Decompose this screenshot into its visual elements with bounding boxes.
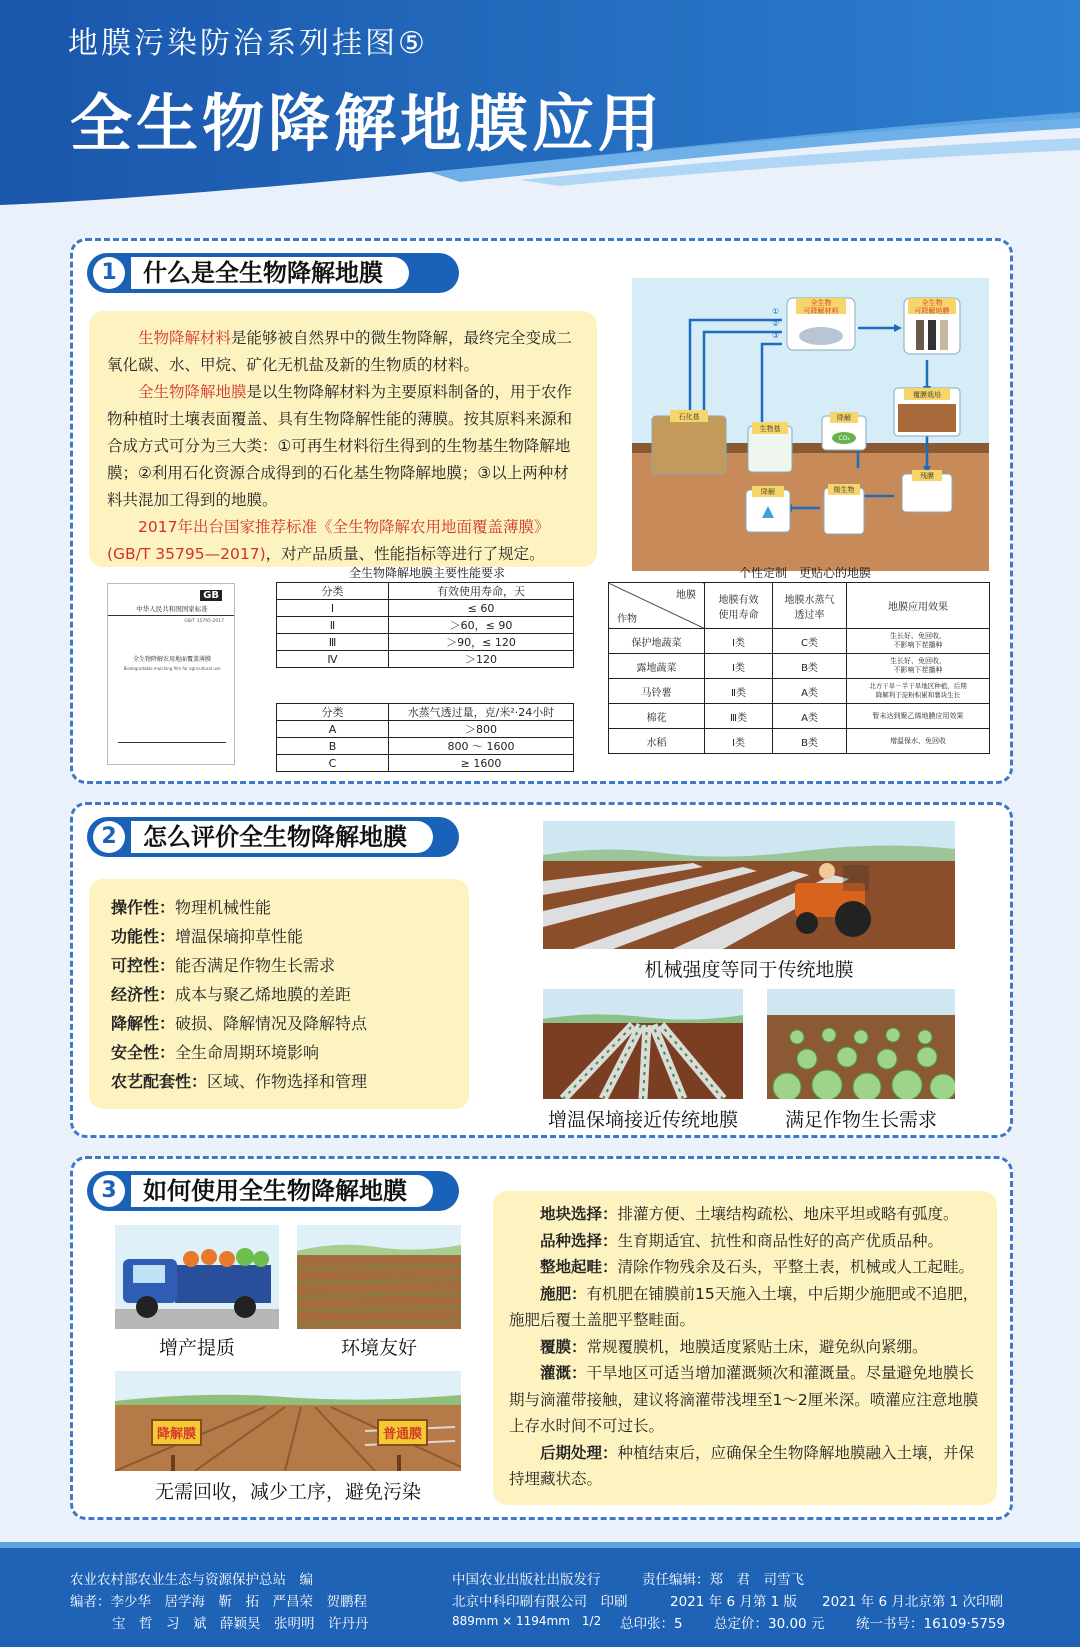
section-title: 什么是全生物降解地膜 bbox=[131, 257, 409, 289]
custom-film-caption: 个性定制 更贴心的地膜 bbox=[739, 566, 872, 580]
table-header: 地膜应用效果 bbox=[847, 583, 990, 629]
diagram-label-bio-material-1: 全生物 bbox=[810, 299, 832, 307]
table-row: 保护地蔬菜 Ⅰ类 C类 生长好、免回收， 不影响下茬播种 bbox=[609, 629, 990, 654]
cabbage-field-illustration bbox=[767, 989, 955, 1099]
series-title: 地膜污染防治系列挂图⑤ bbox=[68, 26, 428, 61]
table-header: 地膜水蒸气 透过率 bbox=[773, 583, 847, 629]
criterion-item: 经济性：成本与聚乙烯地膜的差距 bbox=[111, 985, 352, 1004]
svg-text:覆膜栽培: 覆膜栽培 bbox=[913, 391, 941, 399]
film-rows-illustration bbox=[543, 989, 743, 1099]
table-row: Ⅳ ＞120 bbox=[277, 651, 574, 668]
criterion-item: 功能性：增温保墒抑草性能 bbox=[111, 927, 304, 946]
diagram-label-bio-film-1: 全生物 bbox=[921, 299, 943, 307]
footer-editor-org: 农业农村部农业生态与资源保护总站 编 bbox=[70, 1572, 313, 1588]
criterion-item: 降解性：破损、降解情况及降解特点 bbox=[111, 1014, 368, 1033]
table-header: 分类 bbox=[277, 583, 389, 600]
caption-no-recovery: 无需回收，减少工序，避免污染 bbox=[154, 1481, 421, 1503]
poster-header bbox=[0, 0, 1080, 215]
usage-item: 后期处理：种植结束后，应确保全生物降解地膜融入土壤，并保持埋藏状态。 bbox=[509, 1443, 975, 1488]
table-header: 地膜有效 使用寿命 bbox=[705, 583, 773, 629]
svg-text:CO₂: CO₂ bbox=[838, 435, 850, 442]
table-row: 棉花 Ⅲ类 A类 暂未达到聚乙烯地膜应用效果 bbox=[609, 704, 990, 729]
footer-responsible-editor: 责任编辑：郑 君 司雪飞 bbox=[642, 1572, 804, 1588]
section-1-heading bbox=[87, 253, 459, 293]
standard-org: 中华人民共和国国家标准 bbox=[136, 605, 208, 613]
usage-guidelines-note bbox=[493, 1191, 997, 1505]
criterion-item: 安全性：全生命周期环境影响 bbox=[111, 1043, 320, 1062]
footer-printer: 北京中科印刷有限公司 印刷 bbox=[452, 1594, 628, 1610]
svg-text:石化基: 石化基 bbox=[678, 413, 700, 421]
evaluation-criteria-note bbox=[89, 879, 469, 1109]
usage-item: 品种选择：生育期适宜、抗性和商品性好的高产优质品种。 bbox=[540, 1231, 944, 1250]
table-row: Ⅰ ≤ 60 bbox=[277, 600, 574, 617]
standard-name: 全生物降解农用地面覆盖薄膜 bbox=[132, 656, 211, 663]
table-row: Ⅱ ＞60，≤ 90 bbox=[277, 617, 574, 634]
footer-sheets: 总印张：5 bbox=[620, 1616, 683, 1632]
svg-text:残膜: 残膜 bbox=[920, 472, 934, 480]
footer-price: 总定价：30.00 元 bbox=[714, 1616, 825, 1632]
svg-text:③: ③ bbox=[772, 331, 780, 340]
table-performance-caption: 全生物降解地膜主要性能要求 bbox=[349, 566, 506, 580]
section-2-heading bbox=[87, 817, 459, 857]
criterion-item: 可控性：能否满足作物生长需求 bbox=[111, 956, 336, 975]
corner-film-label: 地膜 bbox=[676, 590, 696, 601]
national-standard-document bbox=[107, 583, 235, 765]
table-header: 水蒸气透过量，克/米²·24小时 bbox=[389, 704, 574, 721]
section-title: 如何使用全生物降解地膜 bbox=[131, 1175, 433, 1207]
usage-item: 整地起畦：清除作物残余及石头，平整土表，机械或人工起畦。 bbox=[540, 1258, 975, 1276]
table-row: C ≥ 1600 bbox=[277, 755, 574, 772]
table-header: 有效使用寿命，天 bbox=[389, 583, 574, 600]
standard-english-name: Biodegradable mulching film for agricultural use bbox=[123, 666, 221, 671]
table-header: 分类 bbox=[277, 704, 389, 721]
sign-ordinary-film: 普通膜 bbox=[377, 1419, 428, 1446]
section-title: 怎么评价全生物降解地膜 bbox=[131, 821, 433, 853]
poster-title: 全生物降解地膜应用 bbox=[70, 87, 665, 160]
lifespan-table bbox=[276, 582, 574, 668]
green-field-illustration bbox=[297, 1225, 461, 1329]
crop-film-table bbox=[608, 582, 990, 754]
term-biodegradable-material: 生物降解材料 bbox=[138, 329, 232, 347]
section-3-heading bbox=[87, 1171, 459, 1211]
usage-item: 灌溉：干旱地区可适当增加灌溉频次和灌溉量。尽量避免地膜长期与滴灌带接触，建议将滴灌带浅埋至1～2厘米深。喷灌应注意地膜上存水时间不可过长。 bbox=[509, 1364, 979, 1435]
footer-editors: 编者：李少华 居学海 靳 拓 严昌荣 贺鹏程 bbox=[70, 1594, 367, 1610]
standard-code: GB/T 35795-2017 bbox=[184, 619, 224, 624]
definition-paragraph-1 bbox=[107, 325, 579, 379]
criterion-item: 农艺配套性：区域、作物选择和管理 bbox=[111, 1072, 368, 1091]
gb-logo: GB bbox=[200, 590, 222, 601]
publication-footer bbox=[0, 1542, 1080, 1647]
definition-text-1: 是能够被自然界中的微生物降解，最终完全变成二氧化碳、水、甲烷、矿化无机盐及新的生物质的材料。 bbox=[107, 329, 573, 374]
caption-mechanical-strength: 机械强度等同于传统地膜 bbox=[644, 959, 854, 981]
definition-note bbox=[89, 311, 597, 567]
section-how-to-evaluate bbox=[70, 802, 1013, 1138]
section-number: 1 bbox=[93, 257, 125, 289]
definition-paragraph-3 bbox=[107, 514, 579, 568]
definition-text-3: ，对产品质量、性能指标等进行了规定。 bbox=[265, 545, 545, 563]
sign-degradable-film: 降解膜 bbox=[151, 1419, 202, 1446]
vapor-table bbox=[276, 703, 574, 772]
table-row: 马铃薯 Ⅱ类 A类 北方干旱－半干旱地区种植，后期 降解利于淀粉积累和薯块生长 bbox=[609, 679, 990, 704]
svg-text:生物基: 生物基 bbox=[759, 425, 781, 433]
table-row: 露地蔬菜 Ⅰ类 B类 生长好、免回收， 不影响下茬播种 bbox=[609, 654, 990, 679]
usage-item: 地块选择：排灌方便、土壤结构疏松、地床平坦或略有弧度。 bbox=[540, 1205, 959, 1223]
definition-paragraph-2 bbox=[107, 379, 579, 514]
film-comparison-illustration bbox=[115, 1371, 461, 1471]
footer-format: 889mm × 1194mm 1/2 bbox=[452, 1614, 602, 1628]
degradation-cycle-diagram bbox=[632, 278, 989, 571]
section-number: 2 bbox=[93, 821, 125, 853]
diagram-label-bio-material-2: 可降解材料 bbox=[803, 307, 839, 315]
svg-text:②: ② bbox=[772, 319, 780, 328]
table-row: B 800 ～ 1600 bbox=[277, 738, 574, 755]
usage-item: 覆膜：常规覆膜机，地膜适度紧贴土床，避免纵向紧绷。 bbox=[540, 1337, 928, 1356]
footer-book-number: 统一书号：16109·5759 bbox=[856, 1616, 1006, 1632]
truck-illustration bbox=[115, 1225, 279, 1329]
svg-text:微生物: 微生物 bbox=[833, 486, 855, 494]
table-row: A ＞800 bbox=[277, 721, 574, 738]
caption-crop-needs: 满足作物生长需求 bbox=[784, 1109, 937, 1131]
definition-text-2: 是以生物降解材料为主要原料制备的，用于农作物种植时土壤表面覆盖、具有生物降解性能的薄膜。按其原料来源和合成方式可分为三大类：①可再生材料衍生得到的生物基生物降解地膜；②利用石化资源合成得到的石化基生物降解地膜；③以上两种材料共混加工得到的地膜。 bbox=[107, 383, 573, 509]
svg-text:降解: 降解 bbox=[761, 488, 775, 496]
section-what-is bbox=[70, 238, 1013, 784]
cycle-illustration bbox=[632, 278, 989, 571]
footer-edition: 2021 年 6 月第 1 版 bbox=[670, 1594, 797, 1610]
footer-editors-cont: 宝 哲 习 斌 薛颖昊 张明明 许丹丹 bbox=[112, 1616, 369, 1632]
term-biodegradable-film: 全生物降解地膜 bbox=[138, 383, 247, 401]
tractor-laying-film-illustration bbox=[543, 821, 955, 949]
section-how-to-use bbox=[70, 1156, 1013, 1520]
table-row: Ⅲ ＞90，≤ 120 bbox=[277, 634, 574, 651]
footer-publisher: 中国农业出版社出版发行 bbox=[452, 1572, 601, 1588]
svg-text:降解: 降解 bbox=[837, 414, 851, 422]
table-row: 水稻 Ⅰ类 B类 增温保水、免回收 bbox=[609, 729, 990, 754]
svg-text:①: ① bbox=[772, 307, 780, 316]
caption-eco-friendly: 环境友好 bbox=[340, 1337, 417, 1359]
standard-reference: 2017年出台国家推荐标准《全生物降解农用地面覆盖薄膜》(GB/T 35795—2017) bbox=[107, 518, 550, 563]
footer-printing: 2021 年 6 月北京第 1 次印刷 bbox=[822, 1594, 1003, 1610]
criterion-item: 操作性：物理机械性能 bbox=[111, 898, 272, 917]
caption-yield-quality: 增产提质 bbox=[158, 1337, 235, 1359]
usage-item: 施肥：有机肥在铺膜前15天施入土壤，中后期少施肥或不追肥，施肥后覆土盖肥平整畦面。 bbox=[509, 1284, 979, 1329]
diagram-label-bio-film-2: 可降解地膜 bbox=[914, 307, 950, 315]
section-number: 3 bbox=[93, 1175, 125, 1207]
caption-warming-moisture: 增温保墒接近传统地膜 bbox=[547, 1109, 738, 1131]
corner-crop-label: 作物 bbox=[617, 614, 637, 625]
